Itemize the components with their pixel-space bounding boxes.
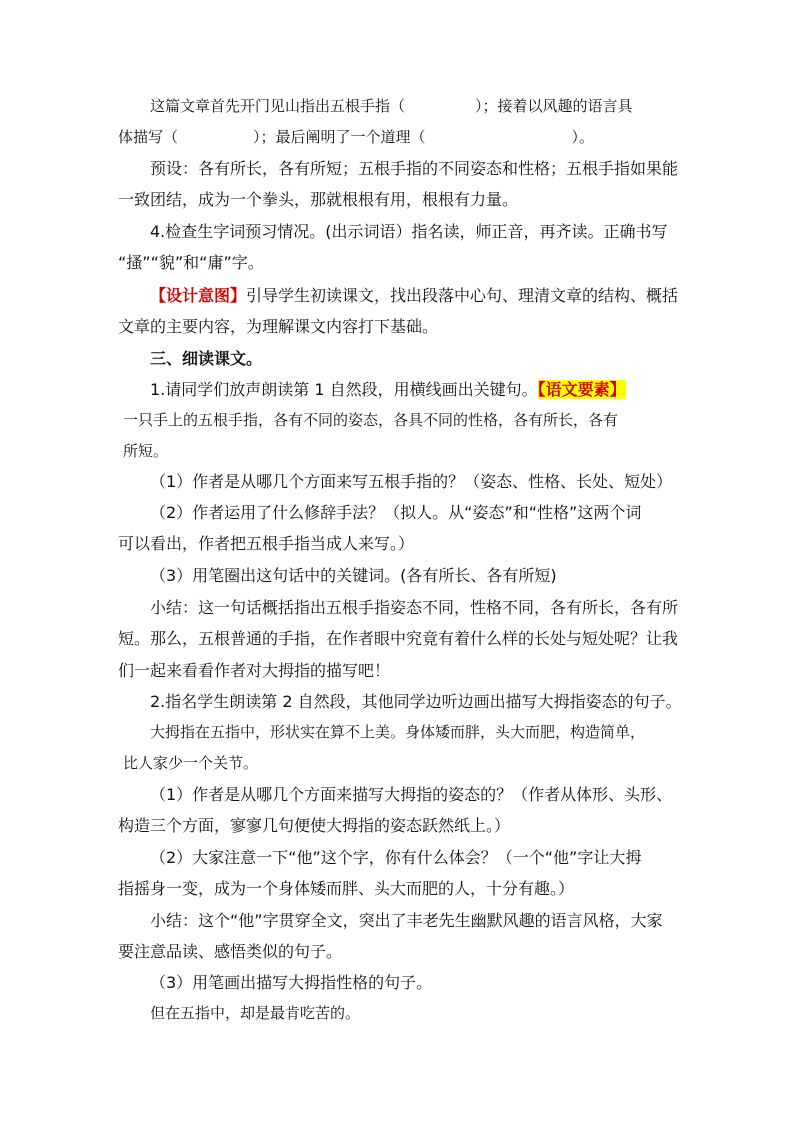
- design-intent-line-2: 文章的主要内容，为理解课文内容打下基础。: [118, 317, 439, 336]
- text-segment: 这篇文章首先开门见山指出五根手指（: [150, 97, 406, 115]
- summary-2-line-2: 要注意品读、感悟类似的句子。: [118, 942, 343, 961]
- paragraph-fill-blank-line-2: [118, 127, 594, 147]
- question-2-3: （3）用笔画出描写大拇指性格的句子。: [150, 973, 433, 992]
- summary-2-line-1: 小结：这个“他”字贯穿全文，突出了丰老先生幽默风趣的语言风格，大家: [150, 911, 663, 930]
- question-2-1-line-1: （1）作者是从哪几个方面来描写大拇指的姿态的？（作者从体形、头形、: [150, 785, 673, 804]
- question-1-3: （3）用笔圈出这句话中的关键词。(各有所长、各有所短): [150, 566, 557, 585]
- summary-1-line-3: 们一起来看看作者对大拇指的描写吧！: [118, 661, 391, 680]
- check-vocab-line-1: 4.检查生字词预习情况。(出示词语）指名读，师正音，再齐读。正确书写: [150, 222, 668, 241]
- question-1: [150, 380, 626, 400]
- text-segment: ）。: [571, 128, 595, 146]
- question-2: 2.指名学生朗读第 2 自然段，其他同学边听边画出描写大拇指姿态的句子。: [150, 692, 682, 711]
- section-heading: 三、细读课文。: [150, 349, 263, 368]
- summary-1-line-2: 短。那么，五根普通的手指，在作者眼中究竟有着什么样的长处与短处呢？让我: [118, 629, 679, 648]
- design-intent-tag: 【设计意图】: [150, 286, 247, 305]
- preset-answer-line-2: 一致团结，成为一个拳头，那就根根有用，根根有力量。: [118, 190, 519, 209]
- question-2-2-line-2: 指摇身一变，成为一个身体矮而胖、头大而肥的人，十分有趣。）: [118, 879, 575, 898]
- text-quote-1-line-1: 一只手上的五根手指，各有不同的姿态，各具不同的性格，各有所长，各有: [123, 411, 619, 429]
- paragraph-fill-blank-line-1: [150, 96, 633, 116]
- design-intent-line-1: [150, 286, 678, 306]
- text-quote-2-line-1: 大拇指在五指中，形状实在算不上美。身体矮而胖，头大而肥，构造简单，: [150, 723, 646, 741]
- text-quote-3: 但在五指中，却是最肯吃苦的。: [150, 1004, 361, 1022]
- check-vocab-line-2: “搔”“貌”和“庸”字。: [118, 253, 264, 272]
- question-2-2-line-1: （2）大家注意一下“他”这个字，你有什么体会？（一个“他”字让大拇: [150, 848, 642, 867]
- preset-answer-line-1: 预设：各有所长，各有所短；五根手指的不同姿态和性格；五根手指如果能: [150, 159, 679, 178]
- summary-1-line-1: 小结：这一句话概括指出五根手指姿态不同，性格不同，各有所长，各有所: [150, 598, 679, 617]
- text-segment: 体描写（: [118, 128, 179, 146]
- language-element-tag: 【语文要素】: [537, 380, 626, 399]
- question-2-1-line-2: 构造三个方面，寥寥几句便使大拇指的姿态跃然纸上。）: [118, 816, 511, 835]
- text-segment: 1.请同学们放声朗读第 1 自然段，用横线画出关键句。: [150, 380, 538, 399]
- question-1-1: （1）作者是从哪几个方面来写五根手指的？（姿态、性格、长处、短处）: [150, 472, 673, 491]
- text-quote-1-line-2: 所短。: [123, 442, 169, 460]
- question-1-2-line-2: 可以看出，作者把五根手指当成人来写。）: [118, 534, 415, 553]
- text-quote-2-line-2: 比人家少一个关节。: [123, 754, 259, 772]
- text-segment: ）；接着以风趣的语言具: [475, 97, 633, 115]
- text-segment: ）；最后阐明了一个道理（: [253, 128, 426, 146]
- question-1-2-line-1: （2）作者运用了什么修辞手法？（拟人。从“姿态”和“性格”这两个词: [150, 503, 642, 522]
- text-segment: 引导学生初读课文，找出段落中心句、理清文章的结构、概括: [246, 286, 679, 305]
